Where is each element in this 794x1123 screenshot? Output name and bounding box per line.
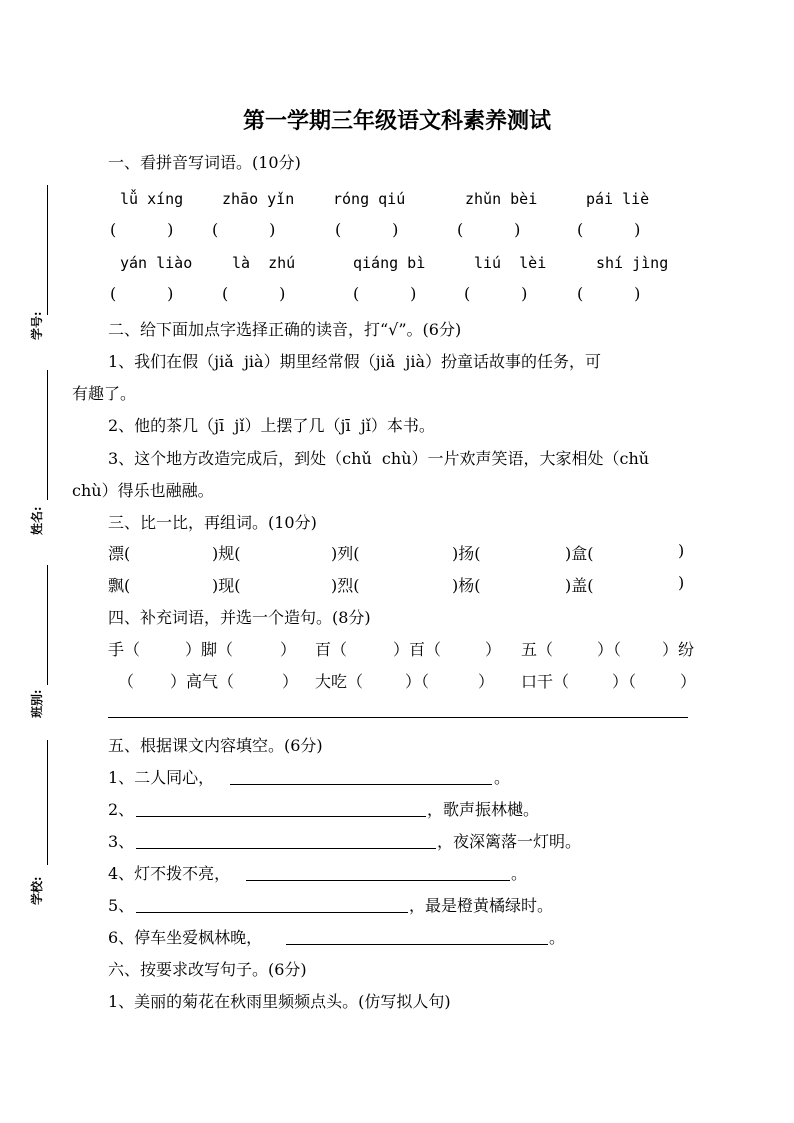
fill-line-5-start: 5、 — [108, 896, 135, 915]
idiom-part: ） — [485, 640, 502, 659]
fill-blank-1[interactable] — [230, 784, 492, 785]
answer-box[interactable]: ( ) — [110, 220, 174, 239]
fill-blank-2[interactable] — [136, 816, 426, 817]
fill-line-3-end: ，夜深篱落一灯明。 — [437, 832, 582, 851]
compare-item: )杨( — [452, 576, 481, 595]
idiom-part: 百（ — [315, 640, 348, 659]
section3-heading: 三、比一比，再组词。(10分) — [108, 513, 317, 532]
side-line-1 — [47, 185, 48, 315]
fill-blank-4[interactable] — [246, 880, 510, 881]
compare-item: )扬( — [452, 544, 481, 563]
answer-box[interactable]: ( ) — [335, 220, 399, 239]
pinyin-10: shí jìng — [596, 254, 669, 272]
idiom-part: ） — [478, 672, 495, 691]
pinyin-9: liú lèi — [474, 254, 547, 272]
idiom-part: ）脚（ — [185, 640, 234, 659]
fill-blank-5[interactable] — [136, 912, 408, 913]
pinyin-1: lǚ xíng — [120, 190, 184, 208]
question-6-1: 1、美丽的菊花在秋雨里频频点头。(仿写拟人句) — [108, 992, 451, 1011]
answer-box[interactable]: ( ) — [464, 284, 528, 303]
idiom-part: ）（ — [597, 640, 622, 659]
side-line-2 — [47, 370, 48, 500]
question-2-3b: chù）得乐也融融。 — [72, 481, 214, 500]
fill-line-2-start: 2、 — [108, 800, 135, 819]
fill-blank-3[interactable] — [136, 848, 436, 849]
pinyin-7: là zhú — [232, 254, 296, 272]
fill-line-6-start: 6、停车坐爱枫林晚， — [108, 928, 263, 947]
compare-item: )烈( — [331, 576, 360, 595]
section4-heading: 四、补充词语，并选一个造句。(8分) — [108, 608, 371, 627]
answer-box[interactable]: ( ) — [457, 220, 521, 239]
side-line-4 — [47, 740, 48, 865]
idiom-part: ）高气（ — [170, 672, 235, 691]
answer-box[interactable]: ( ) — [577, 220, 641, 239]
idiom-part: 五（ — [521, 640, 554, 659]
side-line-3 — [47, 565, 48, 685]
section6-heading: 六、按要求改写句子。(6分) — [108, 960, 307, 979]
student-no-label: 学号: — [30, 311, 44, 340]
idiom-part: ）（ — [612, 672, 637, 691]
compare-item: )列( — [331, 544, 360, 563]
idiom-part: ） — [680, 672, 697, 691]
idiom-part: 手（ — [108, 640, 141, 659]
answer-box[interactable]: ( ) — [222, 284, 286, 303]
idiom-part: ）（ — [405, 672, 430, 691]
fill-line-1-end: 。 — [494, 768, 511, 787]
idiom-part: （ — [118, 672, 135, 691]
pinyin-8: qiáng bì — [353, 254, 426, 272]
section2-heading: 二、给下面加点字选择正确的读音，打“√”。(6分) — [108, 320, 462, 339]
answer-box[interactable]: ( ) — [212, 220, 276, 239]
compare-item: 漂( — [108, 544, 131, 563]
section5-heading: 五、根据课文内容填空。(6分) — [108, 736, 323, 755]
fill-blank-6[interactable] — [286, 944, 548, 945]
fill-line-4-start: 4、灯不拨不亮， — [108, 864, 231, 883]
compare-item: )盖( — [565, 576, 594, 595]
section1-heading: 一、看拼音写词语。(10分) — [108, 153, 301, 172]
question-2-1b: 有趣了。 — [72, 384, 137, 403]
idiom-part: 大吃（ — [315, 672, 364, 691]
compare-item: )现( — [212, 576, 241, 595]
pinyin-5: pái liè — [586, 190, 650, 208]
idiom-part: ）百（ — [393, 640, 442, 659]
compare-item: ) — [678, 541, 685, 560]
sentence-blank[interactable] — [108, 717, 688, 718]
class-label: 班别: — [30, 689, 44, 718]
name-label: 姓名: — [30, 506, 44, 535]
page-title: 第一学期三年级语文科素养测试 — [242, 108, 551, 134]
idiom-part: ） — [282, 672, 299, 691]
answer-box[interactable]: ( ) — [577, 284, 641, 303]
pinyin-3: róng qiú — [333, 190, 406, 208]
fill-line-4-end: 。 — [511, 864, 528, 883]
school-label: 学校: — [30, 876, 44, 905]
fill-line-2-end: ，歌声振林樾。 — [427, 800, 540, 819]
compare-item: ) — [678, 573, 685, 592]
question-2-3a: 3、这个地方改造完成后，到处（chǔ chù）一片欢声笑语，大家相处（chǔ — [108, 449, 650, 468]
idiom-part: 口干（ — [521, 672, 570, 691]
pinyin-4: zhǔn bèi — [465, 190, 538, 208]
fill-line-6-end: 。 — [549, 928, 566, 947]
fill-line-1-start: 1、二人同心， — [108, 768, 215, 787]
answer-box[interactable]: ( ) — [353, 284, 417, 303]
fill-line-3-start: 3、 — [108, 832, 135, 851]
answer-box[interactable]: ( ) — [110, 284, 174, 303]
compare-item: )盒( — [565, 544, 594, 563]
fill-line-5-end: ，最是橙黄橘绿时。 — [409, 896, 554, 915]
compare-item: )规( — [212, 544, 241, 563]
pinyin-2: zhāo yǐn — [222, 190, 295, 208]
question-2-1a: 1、我们在假（jiǎ jià）期里经常假（jiǎ jià）扮童话故事的任务，可 — [108, 352, 601, 371]
pinyin-6: yán liào — [120, 254, 193, 272]
question-2-2: 2、他的茶几（jī jǐ）上摆了几（jī jǐ）本书。 — [108, 416, 435, 435]
compare-item: 飘( — [108, 576, 131, 595]
idiom-part: ）纷 — [662, 640, 695, 659]
idiom-part: ） — [280, 640, 297, 659]
